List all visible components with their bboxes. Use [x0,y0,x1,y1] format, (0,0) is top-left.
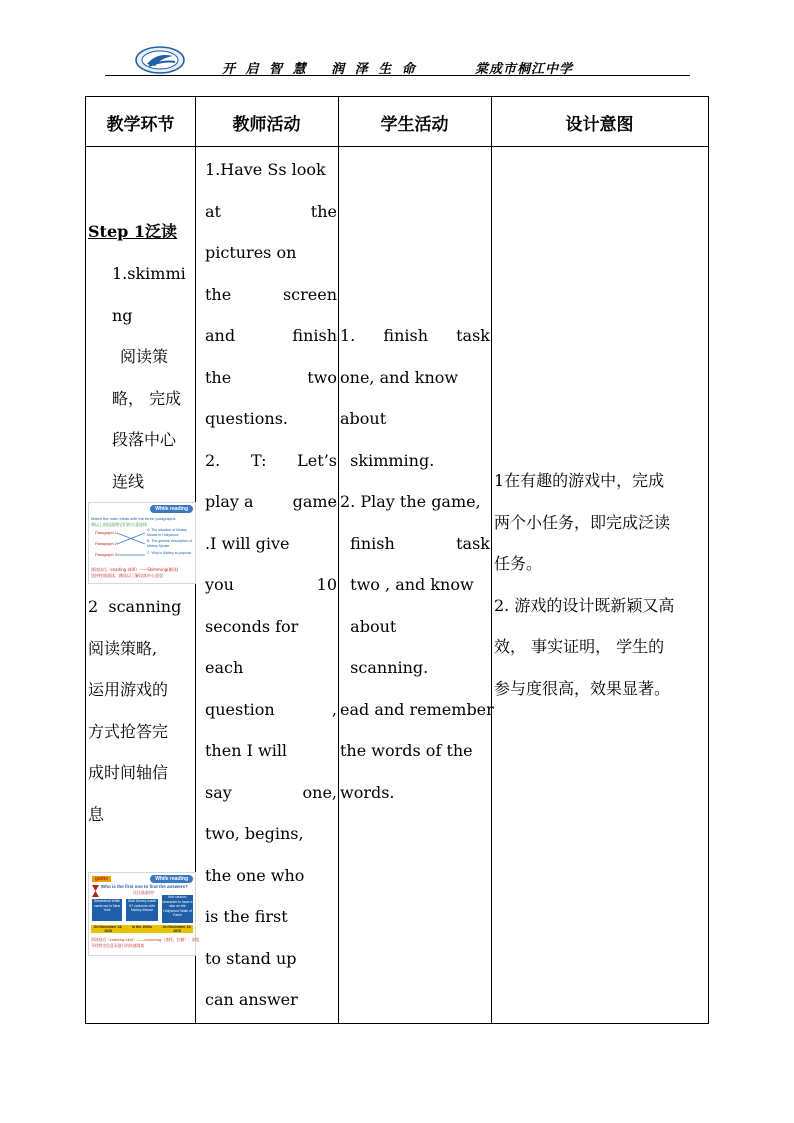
activity-word: two , and know [340,575,474,594]
activity-line [340,315,490,357]
stage-line: 连线 [112,471,145,491]
activity-word: two, begins, [205,824,304,843]
intent-line: 2. 游戏的设计既新颖又高 [494,595,675,615]
activity-word: the one who [205,865,305,885]
activity-line [205,523,337,565]
timeline-event-box: Walt Disney made 87 cartoons with Mickey Mouse [126,899,158,921]
activity-word: 1.Have Ss look [205,160,326,179]
activity-line [205,606,337,648]
school-motto: 开 启 智 慧 润 泽 生 命 [222,62,418,77]
activity-word: question [205,699,275,719]
slide-skill-note: 阅读技巧（reading skill）——scanning（查找、扫描）：浏览 [91,937,200,942]
activity-line [205,689,337,731]
activity-word: the words of the [340,741,473,760]
activity-word: screen [282,284,337,304]
column-divider [338,97,339,1023]
slide-game-tag: game [92,876,111,882]
activity-line [340,481,490,523]
activity-word: the [310,201,337,221]
match-lines [117,530,145,558]
activity-word: task [456,533,490,553]
slide-question-cn: 比比谁最快! [133,890,155,895]
skimming-slide-thumbnail [88,502,196,584]
timeline-date: On November 18, 1978 [162,925,192,933]
step-title: Step 1泛读 [88,222,178,241]
stage-line: 成时间轴信 [88,763,169,782]
intent-line: 两个小任务，即完成泛读 [494,512,671,532]
activity-word: scanning. [340,658,429,677]
slide-main-idea: A. The situation of Mickey Mouse in Hollywood [147,528,188,537]
activity-line [205,357,337,399]
slide-paragraph-label: Paragraph 2 [95,541,118,546]
activity-word: play a [205,492,254,511]
stage-line: ng [112,305,133,325]
intent-line: 任务。 [494,554,543,573]
stage-line: 方式抢答完 [88,721,169,741]
activity-word: about [340,409,387,428]
activity-word: words. [340,782,395,802]
stage-line: 略， 完成 [112,388,182,408]
activity-line [340,440,490,482]
scanning-game-slide-thumbnail [88,872,200,956]
activity-word: 2. [205,450,221,470]
activity-word: Let’s [297,450,337,470]
slide-question: Who is the first one to find the answers? [101,884,188,889]
activity-word: T: [250,450,267,470]
activity-line [205,232,337,274]
activity-word: one, [302,782,337,802]
activity-word: finish [383,326,428,345]
activity-word: 1. [340,326,356,345]
activity-word: 2. Play the game, [340,492,481,511]
stage-line: 阅读策 [120,347,169,366]
design-intent-cell [494,460,706,709]
activity-word: task [456,326,490,345]
activity-line [340,647,490,689]
hourglass-icon [92,885,99,897]
activity-word: the [205,284,232,304]
activity-line [340,689,494,731]
activity-word: each [205,658,244,677]
header-student-activity: 学生活动 [380,114,449,135]
activity-line [340,398,490,440]
header-rule [105,75,690,76]
activity-word: finish [292,326,337,345]
activity-line [205,772,337,814]
school-logo [135,46,185,74]
activity-word: you [205,575,234,594]
header-design-intent: 设计意图 [565,114,634,135]
slide-skill-note: 选择性地阅读，跳读以了解段落中心意思 [91,573,163,578]
intent-line: 效， 事实证明， 学生的 [494,637,665,656]
intent-line: 参与度很高，效果显著。 [494,678,671,698]
activity-word: game [292,492,337,511]
student-activity-cell [340,315,494,813]
activity-line [205,191,337,233]
timeline-date: In the 1920s [131,925,153,929]
slide-skill-note: 寻找特定信息而进行的快速阅读 [91,943,145,948]
activity-word: ead and remember [340,699,494,719]
activity-line [205,315,337,357]
activity-line [205,481,337,523]
activity-line [205,398,337,440]
stage-line: 息 [88,804,105,824]
activity-word: about [340,616,397,636]
header-teacher-activity: 教师活动 [232,114,301,135]
activity-line [205,979,337,1021]
timeline-event-box: Steamboat Willie came out in New York [92,899,122,921]
slide-skill-note: 阅读技巧（reading skill）——Skimming(略读) [91,567,179,572]
activity-word: pictures on [205,243,297,262]
stage-line: 段落中心 [112,430,177,449]
timeline-event-box: first cartoon character to have a star on the Hollywood Walk of Fame [162,895,193,923]
activity-word: then I will [205,741,288,760]
activity-word: , [331,699,337,719]
slide-banner: While reading [150,875,193,883]
slide-instruction-cn: 将以上的段落和它们的大意连线 [91,522,147,527]
activity-word: finish [340,533,395,553]
activity-line [340,772,490,814]
activity-word: skimming. [340,450,435,470]
stage-line: 2 scanning [88,597,182,616]
header-teaching-stage: 教学环节 [106,114,175,135]
stage-line: 1.skimmi [112,264,186,283]
activity-line [205,938,337,980]
lesson-plan-table [85,96,709,1024]
activity-line [205,564,337,606]
activity-line [205,730,337,772]
timeline-date: On November 18, 1928 [93,925,123,933]
activity-word: seconds for [205,616,299,636]
slide-main-idea: C. Why is Mickey so popular [147,551,192,555]
activity-word: one, and know [340,367,459,387]
activity-line [340,523,490,565]
school-name: 棠成市桐江中学 [475,62,574,77]
teacher-activity-cell [205,149,337,1021]
activity-line [205,149,337,191]
activity-word: at [205,201,221,221]
activity-line [205,274,337,316]
slide-banner: While reading [150,505,193,513]
activity-word: say [205,782,232,802]
slide-main-idea: B. The general description of Mickey Mouse [147,539,192,548]
activity-line [205,855,337,897]
activity-line [340,564,490,606]
activity-line [205,440,337,482]
activity-word: is the first [205,907,288,926]
activity-word: .I will give [205,533,290,553]
slide-instruction: Match the main ideas with the three paragraphs [91,516,176,521]
activity-word: can answer [205,990,298,1009]
slide-paragraph-label: Paragraph 3 [95,552,118,557]
stage-line: 阅读策略, [88,638,158,658]
activity-word: questions. [205,409,289,428]
stage-line: 运用游戏的 [88,680,169,699]
activity-line [205,647,337,689]
intent-line: 1在有趣的游戏中，完成 [494,471,665,490]
activity-line [205,896,337,938]
activity-word: two [307,367,337,387]
activity-word: and [205,326,236,345]
activity-word: the [205,367,232,387]
activity-line [205,813,337,855]
activity-line [340,606,490,648]
column-divider [491,97,492,1023]
activity-word: to stand up [205,948,297,968]
activity-line [340,730,490,772]
activity-line [340,357,490,399]
slide-paragraph-label: Paragraph 1 [95,530,118,535]
activity-word: 10 [316,575,337,594]
